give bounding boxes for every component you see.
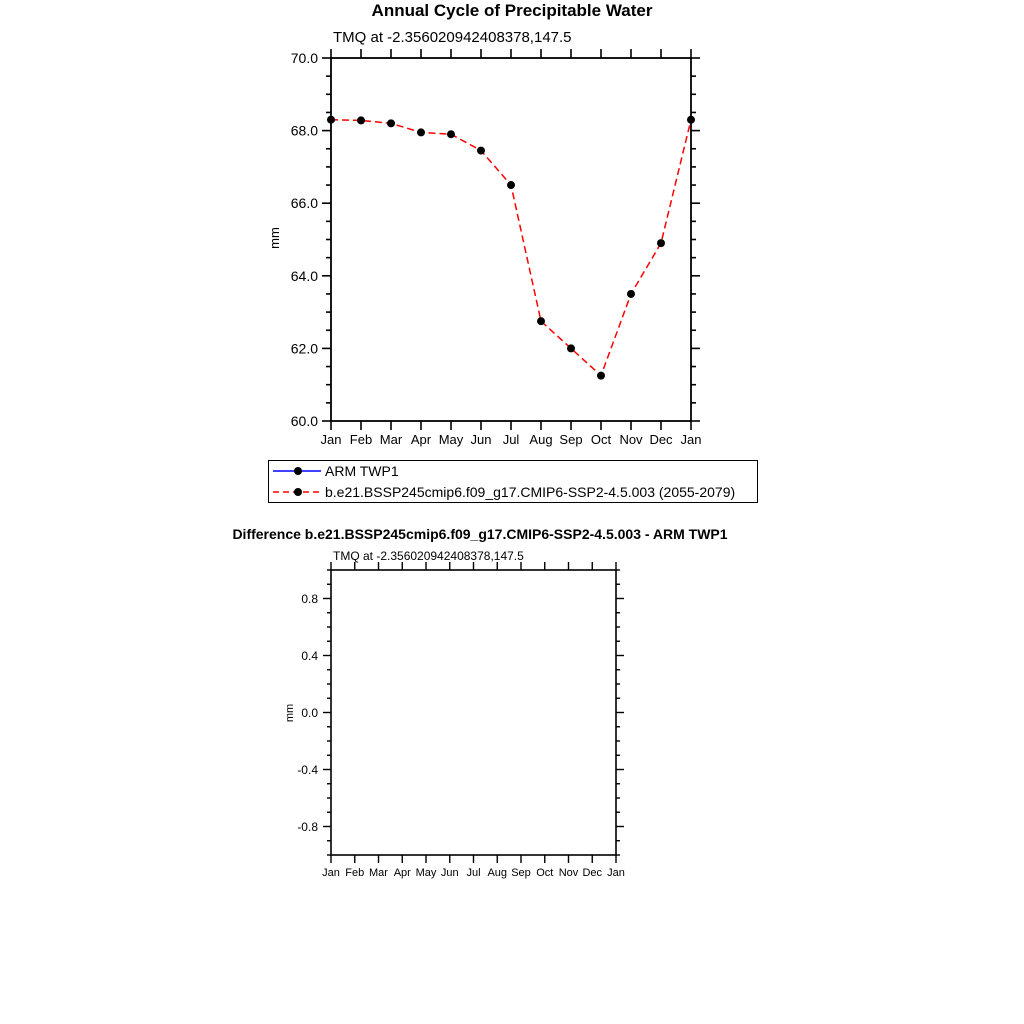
legend-label-obs: ARM TWP1: [325, 463, 399, 480]
data-point-marker: [387, 119, 395, 127]
x-tick-label: Sep: [511, 867, 531, 879]
legend-model-line-icon: [271, 485, 323, 499]
x-tick-label: Mar: [379, 432, 403, 447]
data-point-marker: [477, 147, 485, 155]
data-point-marker: [537, 317, 545, 325]
y-tick-label: 0.8: [301, 591, 318, 606]
data-point-marker: [417, 128, 425, 136]
y-tick-label: 68.0: [290, 122, 318, 139]
x-tick-label: May: [415, 867, 437, 879]
x-tick-label: Aug: [529, 432, 553, 447]
data-point-marker: [507, 181, 515, 189]
legend: [268, 460, 758, 503]
data-point-marker: [687, 116, 695, 124]
x-tick-label: Jun: [470, 432, 492, 447]
top-chart-subtitle: TMQ at -2.356020942408378,147.5: [333, 29, 572, 46]
x-tick-label: Dec: [582, 867, 603, 879]
data-point-marker: [657, 239, 665, 247]
difference-chart-y-axis-label: mm: [284, 703, 296, 723]
difference-plot: [297, 562, 625, 879]
top-chart-y-axis-label: mm: [266, 227, 282, 249]
x-tick-label: Feb: [345, 867, 365, 879]
y-tick-label: 62.0: [290, 340, 318, 357]
x-tick-label: Oct: [590, 432, 612, 447]
x-tick-label: Apr: [410, 432, 432, 447]
y-tick-label: 0.0: [301, 705, 318, 720]
x-tick-label: Jan: [322, 867, 340, 879]
y-tick-label: 70.0: [290, 50, 318, 67]
annual-cycle-plot: [291, 49, 702, 447]
difference-chart-subtitle: TMQ at -2.356020942408378,147.5: [333, 549, 524, 563]
series-line-1: [331, 120, 691, 376]
data-point-marker: [567, 344, 575, 352]
y-tick-label: 0.4: [301, 648, 318, 663]
x-tick-label: Aug: [487, 867, 508, 879]
data-point-marker: [597, 372, 605, 380]
data-point-marker: [447, 130, 455, 138]
difference-chart-title: Difference b.e21.BSSP245cmip6.f09_g17.CMIP6-SSP2-4.5.003 - ARM TWP1: [232, 526, 728, 542]
legend-label-model: b.e21.BSSP245cmip6.f09_g17.CMIP6-SSP2-4.5.003 (2055-2079): [325, 483, 736, 500]
x-tick-label: Sep: [559, 432, 583, 447]
main-title: Annual Cycle of Precipitable Water: [371, 1, 653, 20]
legend-entry-obs: [271, 461, 757, 481]
x-tick-label: Jul: [466, 867, 481, 879]
x-tick-label: Jun: [440, 867, 459, 879]
x-tick-label: Mar: [369, 867, 388, 879]
legend-entry-model: [271, 482, 757, 502]
y-tick-label: 64.0: [290, 267, 318, 284]
y-tick-label: -0.4: [297, 762, 318, 777]
data-point-marker: [627, 290, 635, 298]
x-tick-label: Nov: [619, 432, 643, 447]
legend-obs-line-icon: [271, 464, 323, 478]
plot-frame: [331, 58, 691, 421]
x-tick-label: Jan: [320, 432, 342, 447]
data-point-marker: [357, 116, 365, 124]
plot-frame: [331, 570, 616, 855]
x-tick-label: Oct: [536, 867, 554, 879]
x-tick-label: Jan: [607, 867, 625, 879]
y-tick-label: -0.8: [297, 819, 318, 834]
y-tick-label: 66.0: [290, 195, 318, 212]
data-point-marker: [327, 116, 335, 124]
x-tick-label: Jan: [680, 432, 702, 447]
x-tick-label: May: [438, 432, 464, 447]
x-tick-label: Feb: [349, 432, 373, 447]
x-tick-label: Apr: [393, 867, 411, 879]
x-tick-label: Jul: [502, 432, 520, 447]
x-tick-label: Nov: [558, 867, 579, 879]
x-tick-label: Dec: [649, 432, 673, 447]
y-tick-label: 60.0: [290, 413, 318, 430]
